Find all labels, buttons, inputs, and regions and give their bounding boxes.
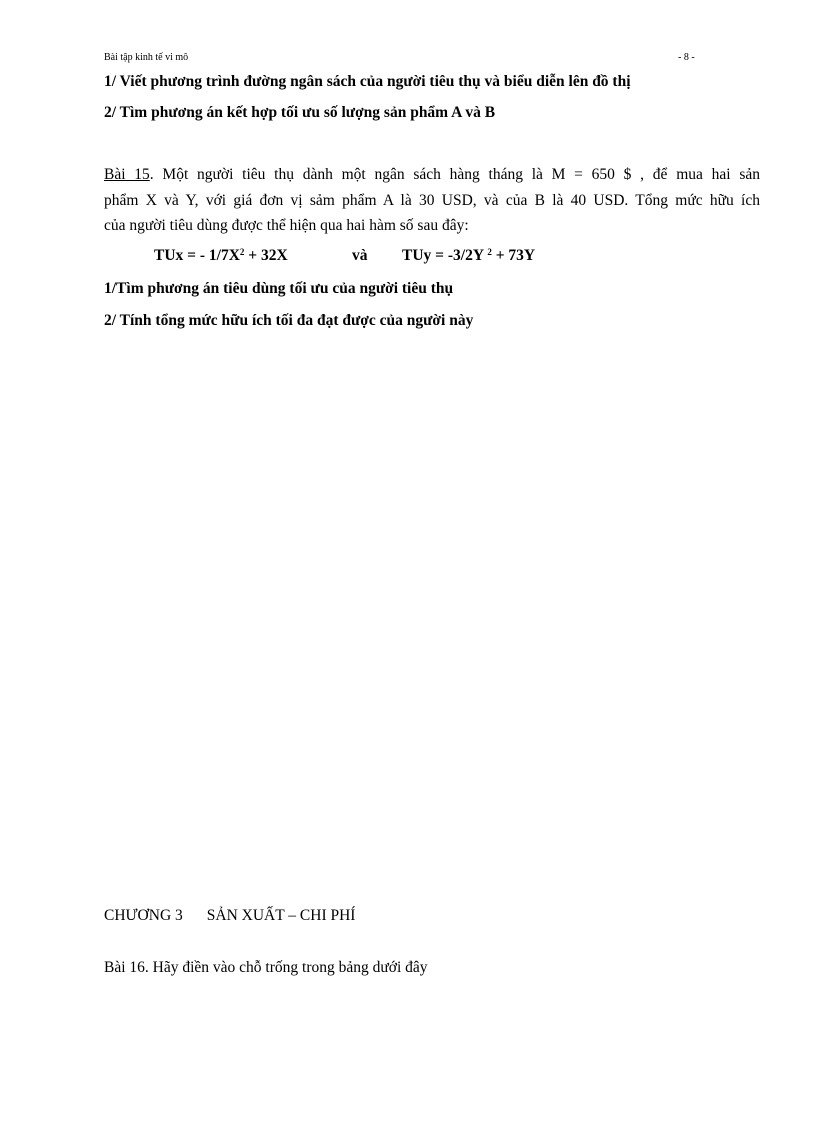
bai15-question-2: 2/ Tính tổng mức hữu ích tối đa đạt được của người này	[104, 312, 474, 329]
bai16-text: Bài 16. Hãy điền vào chỗ trống trong bảng dưới đây	[104, 959, 428, 976]
chapter-number: CHƯƠNG 3	[104, 907, 183, 924]
chapter-title: SẢN XUẤT – CHI PHÍ	[206, 907, 356, 924]
bai15-line-1	[104, 165, 760, 185]
page-number: - 8 -	[678, 52, 695, 63]
formula-tuy: TUy = -3/2Y $^2$ + 73Y	[402, 247, 536, 264]
header-title: Bài tập kinh tế vi mô	[104, 52, 189, 63]
bai15-label: Bài 15	[104, 166, 150, 183]
bai15-line-2: phẩm X và Y, với giá đơn vị sảm phẩm A là 30 USD, và của B là 40 USD. Tổng mức hữu ích	[104, 192, 760, 209]
bai15-line-3: của người tiêu dùng được thể hiện qua hai hàm số sau đây:	[104, 217, 469, 234]
bai15-line-1-rest: . Một người tiêu thụ dành một ngân sách hàng tháng là M = 650 $ , để mua hai sản	[149, 166, 760, 183]
bai15-question-1: 1/Tìm phương án tiêu dùng tối ưu của người tiêu thụ	[104, 280, 454, 297]
chapter-heading	[104, 906, 355, 926]
question-2: 2/ Tìm phương án kết hợp tối ưu số lượng sản phẩm A và B	[104, 104, 496, 121]
formula-conjunction: và	[352, 247, 368, 264]
formula-tux: TUx = - $1/7X^2 + 32X$	[154, 247, 288, 264]
question-1: 1/ Viết phương trình đường ngân sách của người tiêu thụ và biểu diễn lên đồ thị	[104, 73, 631, 90]
